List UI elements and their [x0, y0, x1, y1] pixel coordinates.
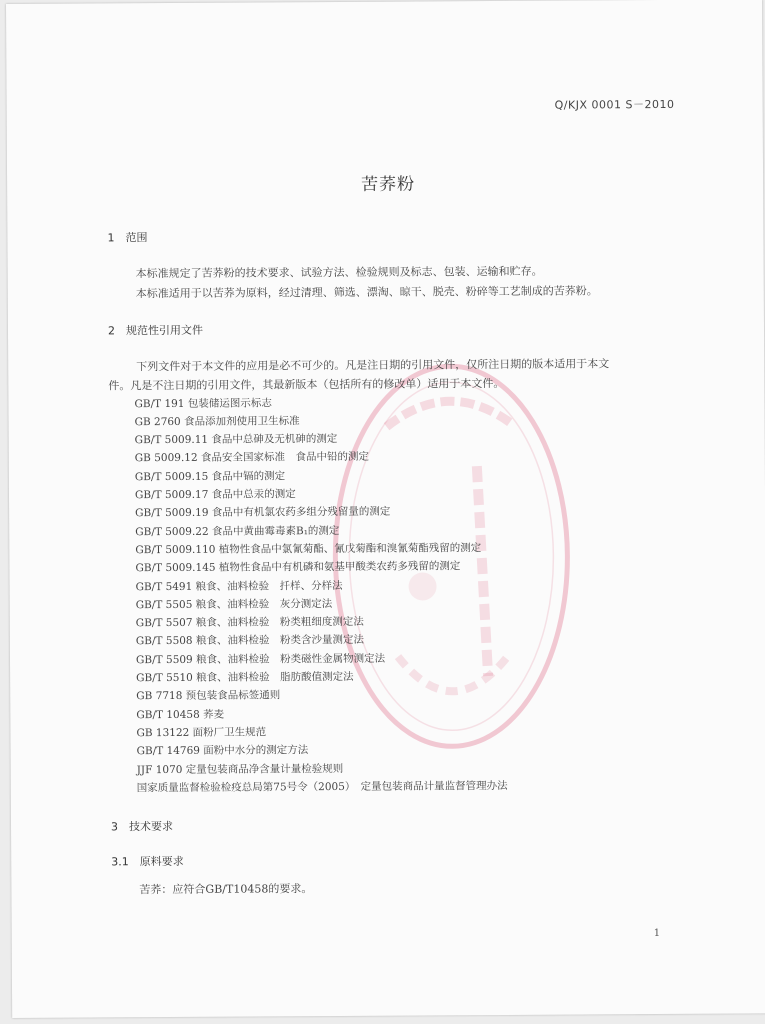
reference-item: GB/T 5009.11 食品中总砷及无机砷的测定 — [134, 432, 338, 447]
reference-item: GB/T 5509 粮食、油料检验 粉类磁性金属物测定法 — [135, 652, 386, 667]
reference-item: GB 7718 预包装食品标签通则 — [136, 689, 281, 703]
reference-item: GB/T 5009.110 植物性食品中氯氰菊酯、氰戊菊酯和溴氰菊酯残留的测定 — [135, 542, 482, 557]
section-2-intro-line: 下列文件对于本文件的应用是必不可少的。凡是注日期的引用文件，仅所注日期的版本适用于本文 — [136, 357, 610, 374]
section-1-heading: 1 范围 — [107, 231, 148, 245]
section-2-intro-line: 件。凡是不注日期的引用文件，其最新版本（包括所有的修改单）适用于本文件。 — [108, 376, 505, 393]
section-3-heading: 3 技术要求 — [110, 819, 174, 834]
reference-item: GB 5009.12 食品安全国家标准 食品中铅的测定 — [134, 450, 370, 465]
reference-item: GB/T 5508 粮食、油料检验 粉类含沙量测定法 — [135, 633, 364, 648]
reference-item: GB 13122 面粉厂卫生规范 — [136, 726, 267, 740]
page-number: 1 — [653, 928, 661, 940]
reference-item: GB/T 5009.19 食品中有机氯农药多组分残留量的测定 — [135, 505, 391, 520]
reference-item: GB/T 191 包装储运图示标志 — [134, 397, 272, 411]
section-3-1-heading: 3.1 原料要求 — [111, 854, 184, 869]
section-1-line: 本标准适用于以苦荞为原料，经过清理、筛选、漂淘、晾干、脱壳、粉碎等工艺制成的苦荞粉。 — [135, 284, 598, 301]
reference-item: GB/T 14769 面粉中水分的测定方法 — [136, 744, 309, 758]
reference-item: GB/T 5009.17 食品中总汞的测定 — [134, 488, 296, 502]
section-3-1-text: 苦荞：应符合GB/T10458的要求。 — [139, 882, 313, 897]
reference-item: 国家质量监督检验检疫总局第75号令（2005） 定量包装商品计量监督管理办法 — [136, 779, 508, 795]
section-2-heading: 2 规范性引用文件 — [107, 323, 204, 338]
reference-item: GB/T 5009.22 食品中黄曲霉毒素B₁的测定 — [135, 524, 340, 539]
reference-item: JJF 1070 定量包装商品净含量计量检验规则 — [136, 762, 344, 777]
reference-item: GB/T 5505 粮食、油料检验 灰分测定法 — [135, 598, 333, 612]
reference-item: GB/T 5510 粮食、油料检验 脂肪酸值测定法 — [136, 670, 354, 685]
document-title: 苦荞粉 — [361, 174, 416, 195]
standard-code: Q/KJX 0001 S－2010 — [554, 97, 675, 112]
section-1-line: 本标准规定了苦荞粉的技术要求、试验方法、检验规则及标志、包装、运输和贮存。 — [135, 264, 543, 281]
reference-item: GB/T 10458 荞麦 — [136, 708, 225, 722]
reference-item: GB 2760 食品添加剂使用卫生标准 — [134, 415, 300, 429]
document-page — [6, 0, 765, 1018]
reference-item: GB/T 5009.15 食品中镉的测定 — [134, 470, 286, 484]
reference-item: GB/T 5009.145 植物性食品中有机磷和氨基甲酸类农药多残留的测定 — [135, 560, 461, 575]
official-seal-stamp — [326, 356, 576, 758]
reference-item: GB/T 5491 粮食、油料检验 扦样、分样法 — [135, 579, 343, 594]
reference-item: GB/T 5507 粮食、油料检验 粉类粗细度测定法 — [135, 615, 364, 630]
